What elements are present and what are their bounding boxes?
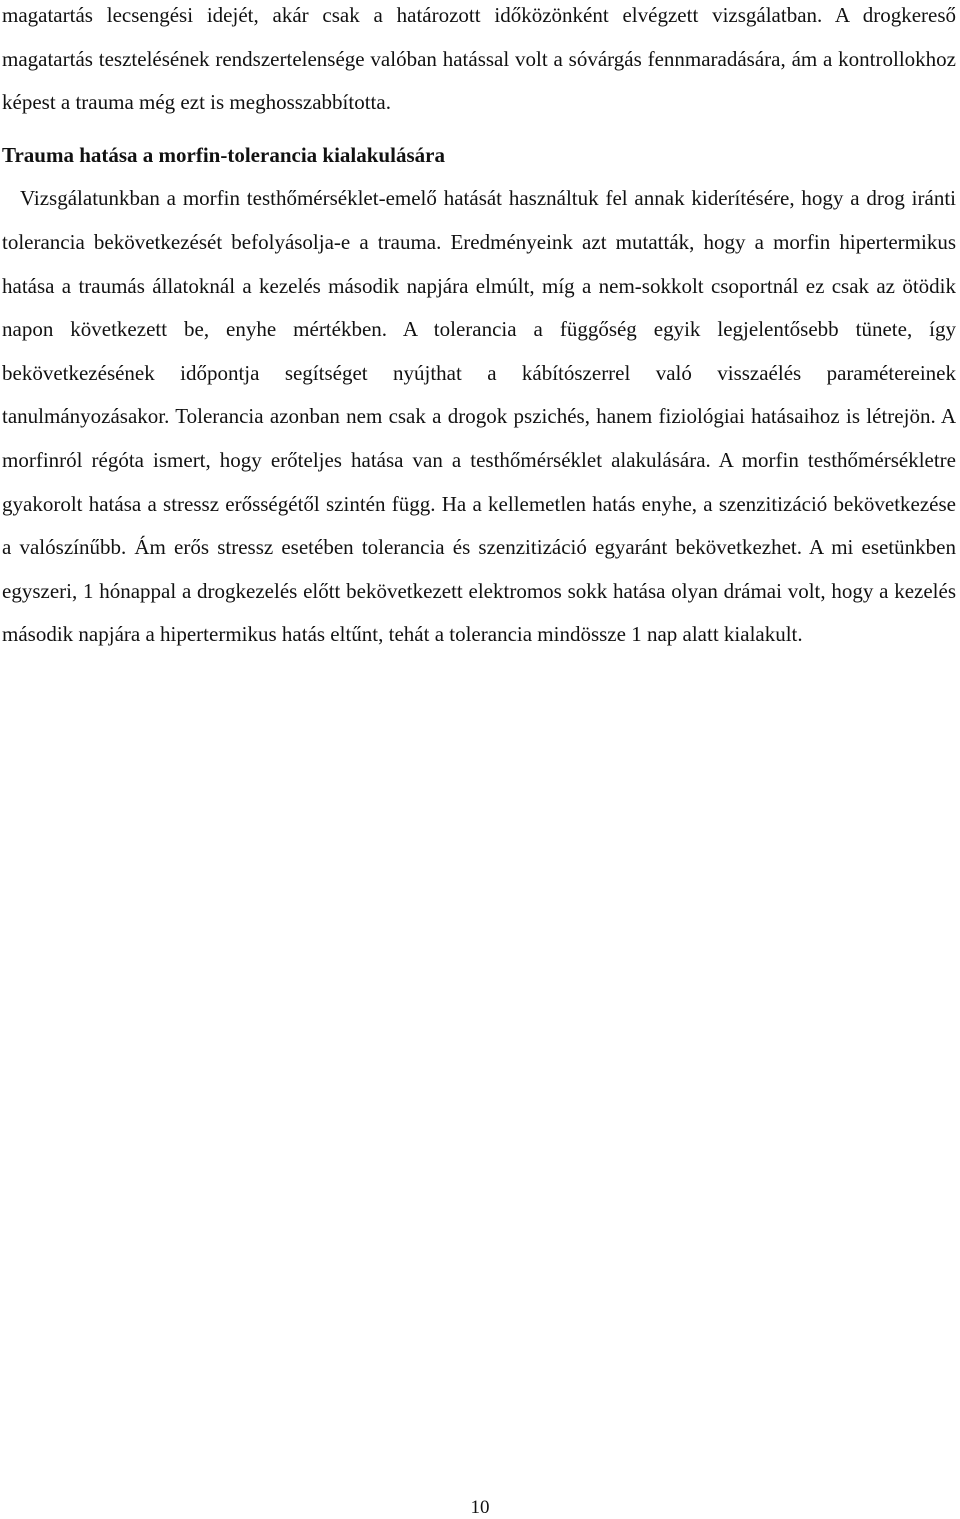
section-paragraph: Vizsgálatunkban a morfin testhőmérséklet-emelő hatását használtuk fel annak kiderítésére, hogy a drog iránti tolerancia bekövetkezését befolyásolja-e a trauma. Eredményeink azt mutatták, hogy a morfin hipertermikus hatása a traumás állatoknál a kezelés második napjára elmúlt, míg a nem-sokkolt csoportnál ez csak az ötödik napon következett be, enyhe mértékben. A tolerancia a függőség egyik legjelentősebb tünete, így bekövetkezésének időpontja segítséget nyújthat a kábítószerrel való visszaélés paramétereinek tanulmányozásakor. Tolerancia azonban nem csak a drogok pszichés, hanem fiziológiai hatásaihoz is létrejön. A morfinról régóta ismert, hogy erőteljes hatása van a testhőmérséklet alakulására. A morfin testhőmérsékletre gyakorolt hatása a stressz erősségétől szintén függ. Ha a kellemetlen hatás enyhe, a szenzitizáció bekövetkezése a valószínűbb. Ám erős stressz esetében tolerancia és szenzitizáció egyaránt bekövetkezhet. A mi esetünkben egyszeri, 1 hónappal a drogkezelés előtt bekövetkezett elektromos sokk hatása olyan drámai volt, hogy a kezelés második napjára a hipertermikus hatás eltűnt, tehát a tolerancia mindössze 1 nap alatt kialakult. <box>2 186 956 647</box>
page-number: 10 <box>470 1497 490 1518</box>
section-heading: Trauma hatása a morfin-tolerancia kialakulására <box>2 142 445 167</box>
page-content <box>2 0 956 657</box>
continuation-paragraph: magatartás lecsengési idejét, akár csak a határozott időközönként elvégzett vizsgálatban. A drogkereső magatartás tesztelésének rendszertelensége valóban hatással volt a sóvárgás fennmaradására, ám a kontrollokhoz képest a trauma még ezt is meghosszabbította. <box>2 3 956 115</box>
